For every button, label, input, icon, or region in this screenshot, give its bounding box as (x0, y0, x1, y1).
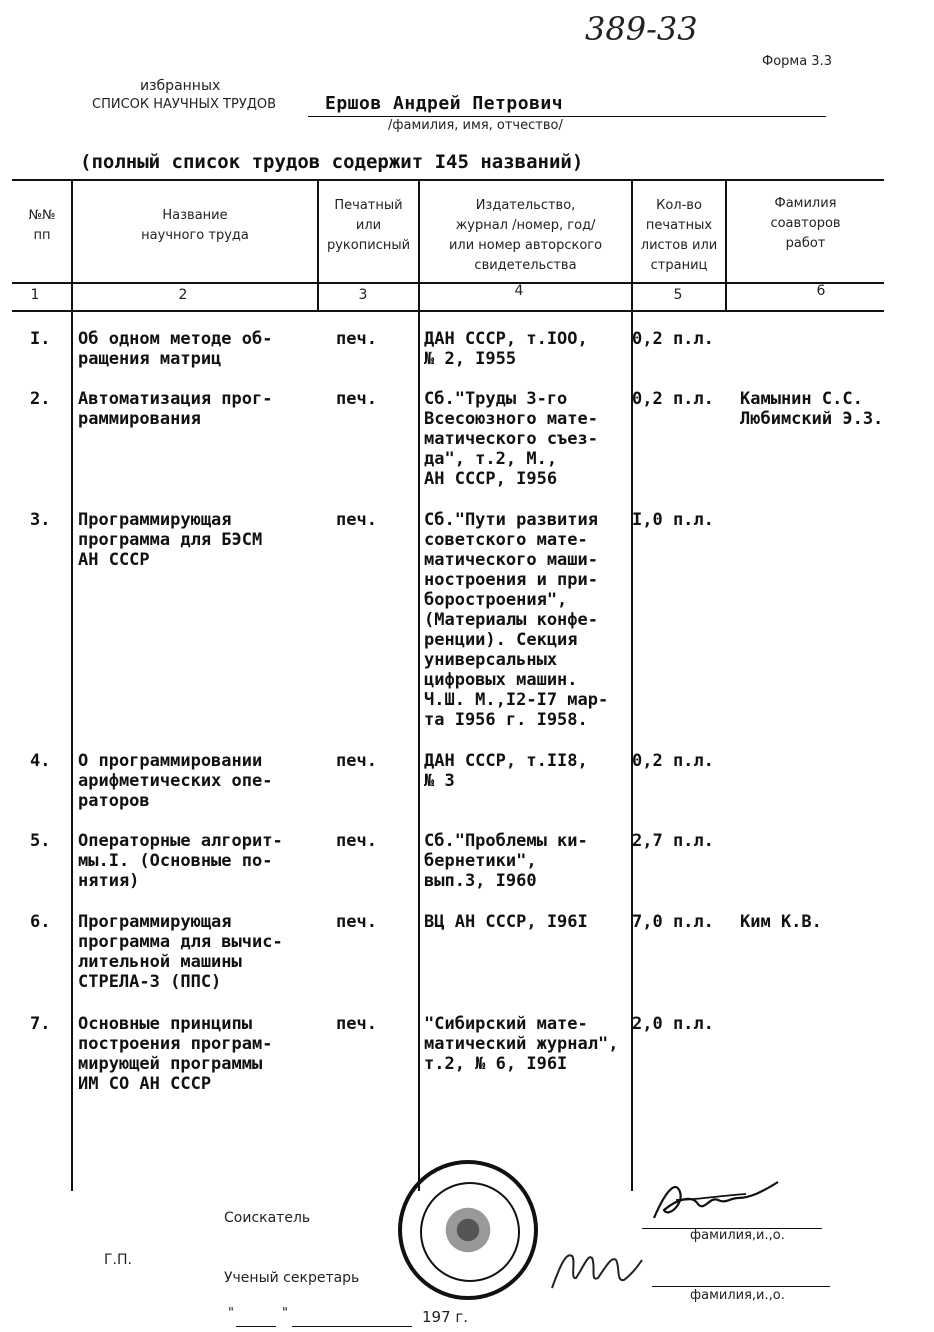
row-type: печ. (336, 751, 377, 771)
row-title: Об одном методе об- ращения матриц (78, 329, 273, 369)
row-publisher: ДАН СССР, т.IOO, № 2, I955 (424, 329, 588, 369)
selected-label: избранных (140, 78, 221, 94)
row-type: печ. (336, 1014, 377, 1034)
row-publisher: Сб."Труды 3-го Всесоюзного мате- матического съез- да", т.2, М., АН СССР, I956 (424, 389, 598, 489)
col-num-4: 4 (514, 283, 524, 299)
row-coauthors: Камынин С.С. Любимский Э.З. (740, 389, 884, 429)
fio-caption-2: фамилия,и.,о. (690, 1288, 785, 1303)
row-publisher: ВЦ АН СССР, I96I (424, 912, 588, 932)
date-quote-close: " (282, 1306, 288, 1321)
row-volume: 0,2 п.л. (632, 389, 714, 409)
row-number: 5. (30, 831, 51, 851)
col-header-type (319, 196, 418, 256)
row-number: 3. (30, 510, 51, 530)
col-header-type-text: Печатный или рукописный (326, 198, 411, 253)
col-header-title-text: Название научного труда (141, 208, 249, 243)
row-publisher: Сб."Пути развития советского мате- матического маши- ностроения и при- боростроения", (Материалы конфе- ренции). Секция универсальных цифровых машин. Ч.Ш. М.,I2-I7 мар- та I956 г. I958. (424, 510, 609, 730)
date-year: 197 г. (422, 1308, 469, 1326)
col-header-publisher-text: Издательство, журнал /номер, год/ или номер авторского свидетельства (448, 198, 603, 273)
col-header-coauthors (727, 194, 884, 254)
col-num-5: 5 (673, 287, 683, 303)
col-header-volume-text: Кол-во печатных листов или страниц (640, 198, 718, 273)
author-name: Ершов Андрей Петрович (325, 93, 564, 114)
round-seal-stamp (398, 1160, 538, 1300)
col-num-2: 2 (178, 287, 188, 303)
secretary-label: Ученый секретарь (224, 1270, 360, 1286)
row-title: Автоматизация прог- раммирования (78, 389, 273, 429)
row-type: печ. (336, 389, 377, 409)
signature-line-2 (652, 1286, 830, 1287)
form-label: Форма 3.3 (762, 54, 832, 69)
row-type: печ. (336, 831, 377, 851)
row-title: О программировании арифметических опе- раторов (78, 751, 273, 811)
author-underline (308, 116, 826, 117)
row-volume: 2,7 п.л. (632, 831, 714, 851)
applicant-label: Соискатель (224, 1210, 311, 1226)
row-publisher: ДАН СССР, т.II8, № 3 (424, 751, 588, 791)
row-title: Основные принципы построения програм- мирующей программы ИМ СО АН СССР (78, 1014, 273, 1094)
row-volume: 0,2 п.л. (632, 751, 714, 771)
fio-caption-1: фамилия,и.,о. (690, 1228, 785, 1243)
seal-emblem (442, 1204, 494, 1256)
col-num-1: 1 (30, 287, 40, 303)
row-type: печ. (336, 912, 377, 932)
row-type: печ. (336, 510, 377, 530)
row-number: 2. (30, 389, 51, 409)
row-volume: 7,0 п.л. (632, 912, 714, 932)
row-publisher: Сб."Проблемы ки- бернетики", вып.3, I960 (424, 831, 588, 891)
row-title: Программирующая программа для БЭСМ АН СССР (78, 510, 263, 570)
date-quote-open: " (228, 1306, 234, 1321)
row-type: печ. (336, 329, 377, 349)
row-publisher: "Сибирский мате- матический журнал", т.2, № 6, I96I (424, 1014, 619, 1074)
total-note: (полный список трудов содержит I45 названий) (80, 151, 584, 173)
row-number: I. (30, 329, 51, 349)
col-header-no-text: №№ пп (28, 208, 56, 243)
list-label: СПИСОК НАУЧНЫХ ТРУДОВ (92, 97, 277, 112)
col-header-volume (633, 196, 725, 276)
applicant-signature (646, 1170, 786, 1230)
row-title: Программирующая программа для вычис- лительной машины СТРЕЛА-3 (ППС) (78, 912, 283, 992)
col-header-no (14, 206, 70, 246)
row-volume: 2,0 п.л. (632, 1014, 714, 1034)
col-header-publisher (420, 196, 631, 276)
col-num-6: 6 (816, 283, 826, 299)
date-day-line (236, 1326, 276, 1327)
row-title: Операторные алгорит- мы.I. (Основные по- нятия) (78, 831, 283, 891)
row-volume: 0,2 п.л. (632, 329, 714, 349)
col-header-title (74, 206, 316, 246)
secretary-signature (546, 1236, 646, 1296)
archive-number: 389-33 (585, 10, 698, 48)
row-volume: I,0 п.л. (632, 510, 714, 530)
gp-label: Г.П. (104, 1252, 132, 1268)
row-number: 6. (30, 912, 51, 932)
col-num-3: 3 (358, 287, 368, 303)
date-month-line (292, 1326, 412, 1327)
fio-caption: /фамилия, имя, отчество/ (388, 118, 563, 133)
row-number: 7. (30, 1014, 51, 1034)
row-number: 4. (30, 751, 51, 771)
col-header-coauthors-text: Фамилия соавторов работ (770, 196, 841, 251)
row-coauthors: Ким К.В. (740, 912, 822, 932)
